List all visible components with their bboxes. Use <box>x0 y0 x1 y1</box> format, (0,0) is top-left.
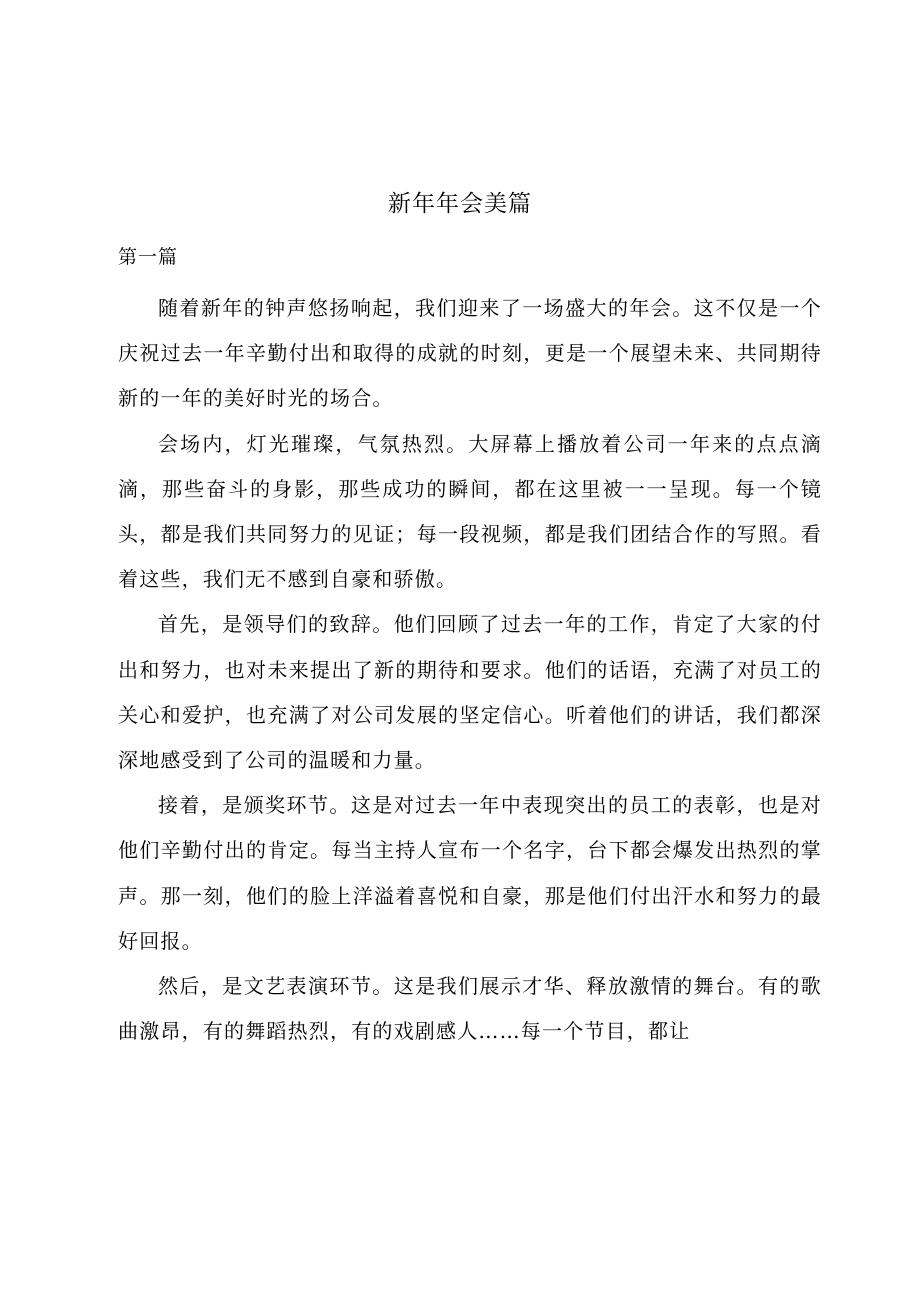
paragraph-1: 随着新年的钟声悠扬响起，我们迎来了一场盛大的年会。这不仅是一个庆祝过去一年辛勤付出和取得的成就的时刻，更是一个展望未来、共同期待新的一年的美好时光的场合。 <box>118 296 822 411</box>
document-body <box>118 286 822 1054</box>
paragraph-2: 会场内，灯光璀璨，气氛热烈。大屏幕上播放着公司一年来的点点滴滴，那些奋斗的身影，那些成功的瞬间，都在这里被一一呈现。每一个镜头，都是我们共同努力的见证；每一段视频，都是我们团结合作的写照。看着这些，我们无不感到自豪和骄傲。 <box>118 431 822 592</box>
paragraph-4: 接着，是颁奖环节。这是对过去一年中表现突出的员工的表彰，也是对他们辛勤付出的肯定。每当主持人宣布一个名字，台下都会爆发出热烈的掌声。那一刻，他们的脸上洋溢着喜悦和自豪，那是他们付出汗水和努力的最好回报。 <box>118 793 822 953</box>
document-title: 新年年会美篇 <box>388 191 532 217</box>
paragraph-3: 首先，是领导们的致辞。他们回顾了过去一年的工作，肯定了大家的付出和努力，也对未来提出了新的期待和要求。他们的话语，充满了对员工的关心和爱护，也充满了对公司发展的坚定信心。听着他们的讲话，我们都深深地感受到了公司的温暖和力量。 <box>118 612 822 773</box>
paragraph-5: 然后，是文艺表演环节。这是我们展示才华、释放激情的舞台。有的歌曲激昂，有的舞蹈热烈，有的戏剧感人……每一个节目，都让 <box>118 974 822 1044</box>
section-label: 第一篇 <box>118 246 179 268</box>
